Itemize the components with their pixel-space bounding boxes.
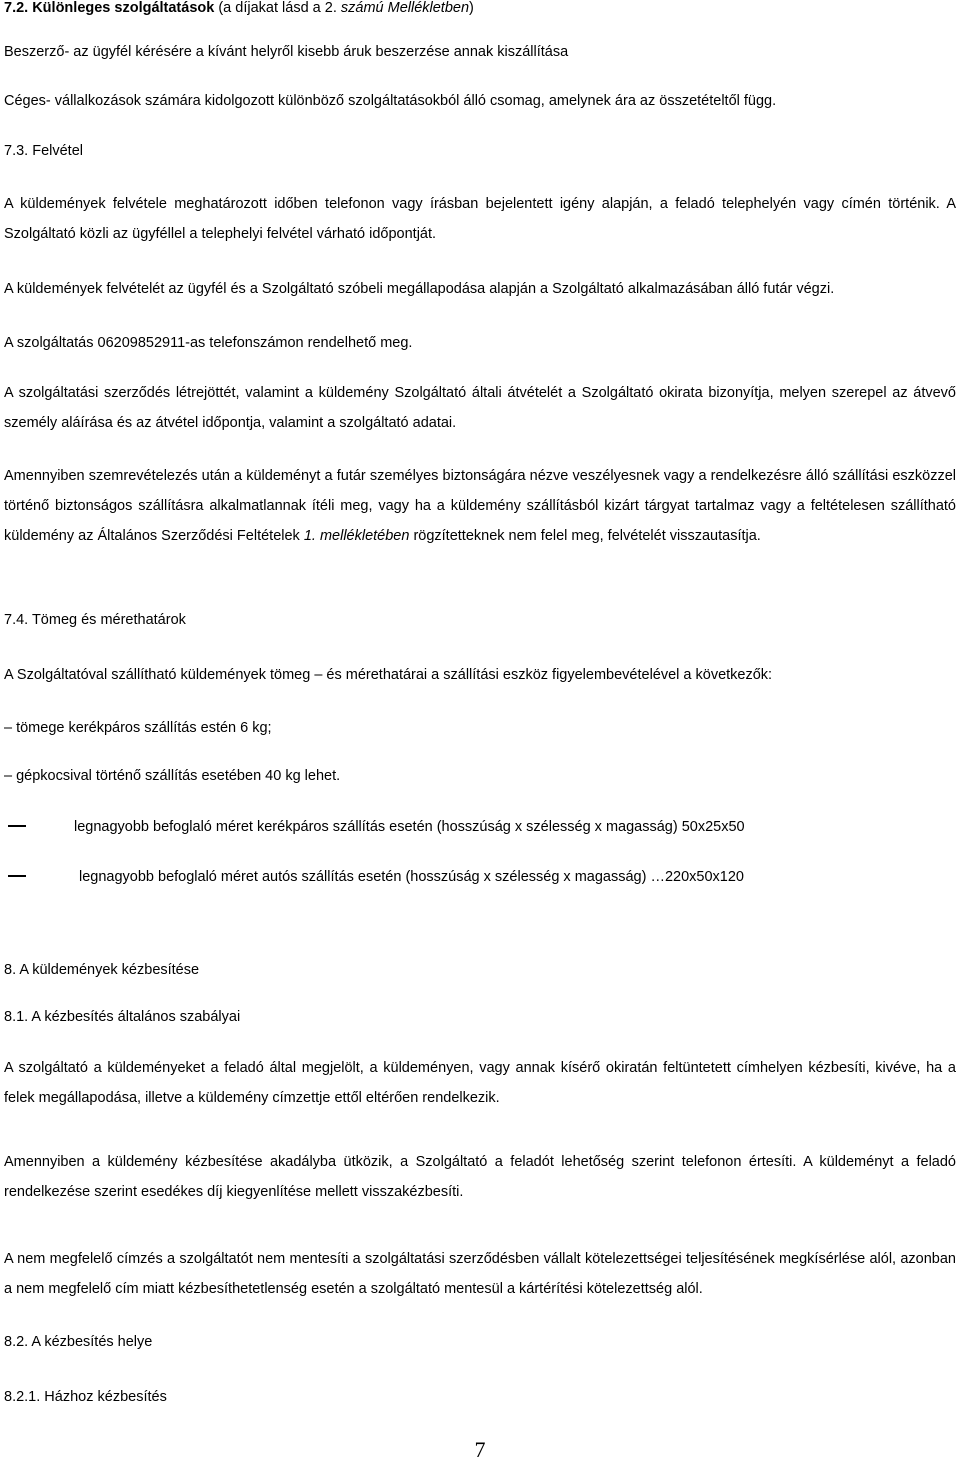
paragraph-5-text-a: Amennyiben szemrevételezés után a küldeményt a futár személyes biztonságára nézve veszélyesnek vagy a rendelkezésre álló szállítási eszközzel történő biztonságos szállításra alkalmatlannak ítéli meg, vagy ha a küldemény szállításból kizárt tárgyat tartalmaz vagy a feltételesen szállítható küldemény az Általános Szerződési Feltételek	[4, 468, 956, 544]
section-7-3-paragraph-3: A szolgáltatás 06209852911-as telefonszámon rendelhető meg.	[4, 335, 413, 351]
service-corporate: Céges- vállalkozások számára kidolgozott különböző szolgáltatásokból álló csomag, amelynek ára az összetételtől függ.	[4, 93, 777, 109]
section-8-1-paragraph-3: A nem megfelelő címzés a szolgáltatót nem mentesíti a szolgáltatási szerződésben vállalt kötelezettségei teljesítésének megkísérlése alól, azonban a nem megfelelő cím miatt kézbesíthetetlenség esetén a szolgáltató mentesül a kártérítési kötelezettség alól.	[4, 1251, 956, 1297]
section-7-2-title: 7.2. Különleges szolgáltatások	[4, 0, 215, 16]
section-8-1-paragraph-2: Amennyiben a küldemény kézbesítése akadályba ütközik, a Szolgáltató a feladót lehetőség szerint telefonon értesíti. A küldeményt a feladó rendelkezése szerint esedékes díj kiegyenlítése mellett visszakézbesíti.	[4, 1154, 956, 1200]
limit-car-weight: – gépkocsival történő szállítás esetében 40 kg lehet.	[4, 768, 341, 784]
section-7-2-appendix-ref: számú Mellékletben	[340, 0, 470, 16]
section-8-2-1-heading: 8.2.1. Házhoz kézbesítés	[4, 1389, 167, 1405]
section-7-2-heading	[4, 0, 474, 16]
section-7-3-heading: 7.3. Felvétel	[4, 143, 83, 159]
dash-bullet-icon	[8, 825, 26, 827]
section-7-3-paragraph-4	[4, 378, 956, 438]
section-8-heading: 8. A küldemények kézbesítése	[4, 962, 200, 978]
section-7-3-paragraph-5	[4, 461, 956, 551]
section-7-3-paragraph-4-text: A szolgáltatási szerződés létrejöttét, valamint a küldemény Szolgáltató általi átvételét a Szolgáltató okirata bizonyítja, melyen szerepel az átvevő személy aláírása és az átvétel időpontja, valamint a szolgáltató adatai.	[4, 385, 956, 431]
service-purchaser: Beszerző- az ügyfél kérésére a kívánt helyről kisebb áruk beszerzése annak kiszállítása	[4, 44, 569, 60]
limit-car-size: legnagyobb befoglaló méret autós szállítás esetén (hosszúság x szélesség x magasság) …220x50x120	[79, 869, 744, 885]
paragraph-5-text-b: rögzítetteknek nem felel meg, felvételét visszautasítja.	[409, 528, 761, 544]
section-7-4-intro: A Szolgáltatóval szállítható küldemények tömeg – és mérethatárai a szállítási eszköz figyelembevételével a következők:	[4, 667, 773, 683]
section-8-1-heading: 8.1. A kézbesítés általános szabályai	[4, 1009, 241, 1025]
section-8-1-paragraph-1: A szolgáltató a küldeményeket a feladó által megjelölt, a küldeményen, vagy annak kísérő okiratán feltüntetett címhelyen kézbesíti, kivéve, ha a felek megállapodása, illetve a küldemény címzettje ettől eltérően rendelkezik.	[4, 1060, 956, 1106]
section-7-2-title-note-end: )	[469, 0, 474, 16]
section-8-2-heading: 8.2. A kézbesítés helye	[4, 1334, 153, 1350]
section-7-2-title-note: (a díjakat lásd a 2.	[214, 0, 341, 16]
paragraph-5-appendix-ref: 1. mellékletében	[303, 528, 410, 544]
dash-bullet-icon	[8, 875, 26, 877]
section-7-3-paragraph-1: A küldemények felvétele meghatározott időben telefonon vagy írásban bejelentett igény alapján, a feladó telephelyén vagy címén történik. A Szolgáltató közli az ügyféllel a telephelyi felvétel várható időpontját.	[4, 196, 956, 242]
section-7-3-paragraph-2: A küldemények felvételét az ügyfél és a Szolgáltató szóbeli megállapodása alapján a Szolgáltató alkalmazásában álló futár végzi.	[4, 281, 835, 297]
limit-bicycle-size: legnagyobb befoglaló méret kerékpáros szállítás esetén (hosszúság x szélesség x magasság) 50x25x50	[74, 819, 745, 835]
section-7-4-heading: 7.4. Tömeg és mérethatárok	[4, 612, 186, 628]
page-number: 7	[474, 1437, 486, 1462]
limit-bicycle-weight: – tömege kerékpáros szállítás estén 6 kg;	[4, 720, 272, 736]
